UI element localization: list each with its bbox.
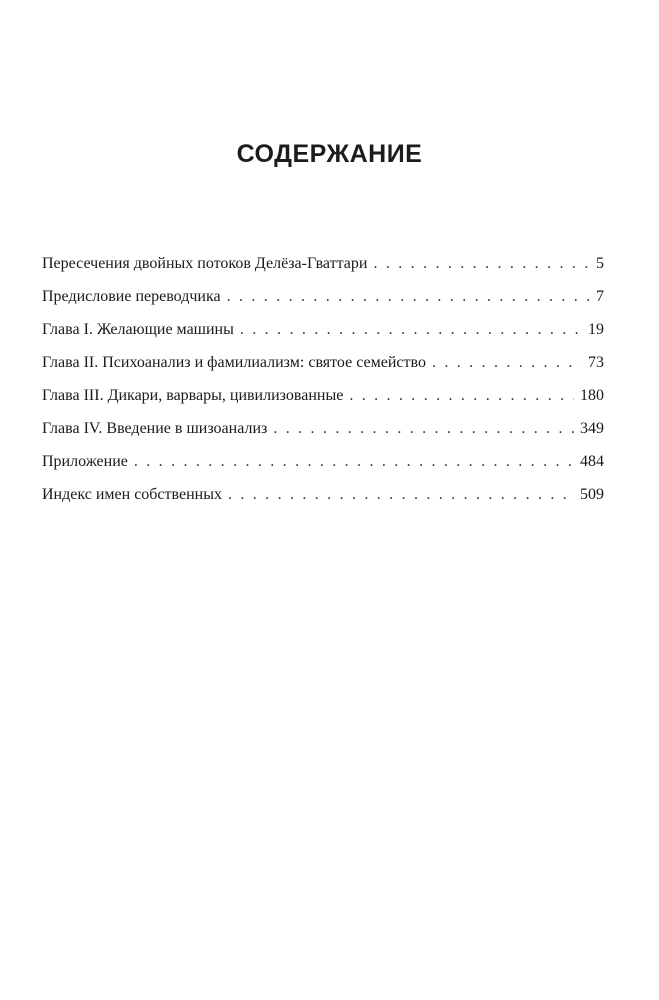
- toc-page-number: 5: [596, 255, 604, 272]
- table-of-contents: [42, 247, 604, 511]
- toc-page-number: 73: [588, 354, 604, 371]
- toc-page-number: 509: [580, 486, 604, 503]
- toc-dot-leader: [134, 445, 574, 478]
- toc-entry: [42, 379, 604, 412]
- toc-dot-leader: [240, 313, 582, 346]
- toc-entry-title: Глава I. Желающие машины: [42, 321, 234, 338]
- toc-dot-leader: [228, 478, 574, 511]
- toc-dot-leader: [349, 379, 574, 412]
- toc-dot-leader: [373, 247, 590, 280]
- page-title: СОДЕРЖАНИЕ: [236, 140, 423, 168]
- toc-entry-title: Приложение: [42, 453, 128, 470]
- toc-page-number: 7: [596, 288, 604, 305]
- toc-entry: [42, 247, 604, 280]
- toc-entry-title: Глава II. Психоанализ и фамилиализм: святое семейство: [42, 354, 426, 371]
- toc-dot-leader: [432, 346, 582, 379]
- toc-dot-leader: [227, 280, 590, 313]
- toc-entry-title: Предисловие переводчика: [42, 288, 221, 305]
- toc-entry: [42, 445, 604, 478]
- toc-entry: [42, 280, 604, 313]
- toc-page-number: 349: [580, 420, 604, 437]
- toc-entry-title: Глава III. Дикари, варвары, цивилизованные: [42, 387, 344, 404]
- toc-entry: [42, 478, 604, 511]
- toc-entry-title: Пересечения двойных потоков Делёза-Гваттари: [42, 255, 368, 272]
- toc-page-number: 180: [580, 387, 604, 404]
- toc-dot-leader: [273, 412, 574, 445]
- toc-entry: [42, 412, 604, 445]
- toc-entry: [42, 346, 604, 379]
- toc-page-number: 484: [580, 453, 604, 470]
- toc-entry: [42, 313, 604, 346]
- toc-page-number: 19: [588, 321, 604, 338]
- toc-entry-title: Глава IV. Введение в шизоанализ: [42, 420, 268, 437]
- toc-entry-title: Индекс имен собственных: [42, 486, 222, 503]
